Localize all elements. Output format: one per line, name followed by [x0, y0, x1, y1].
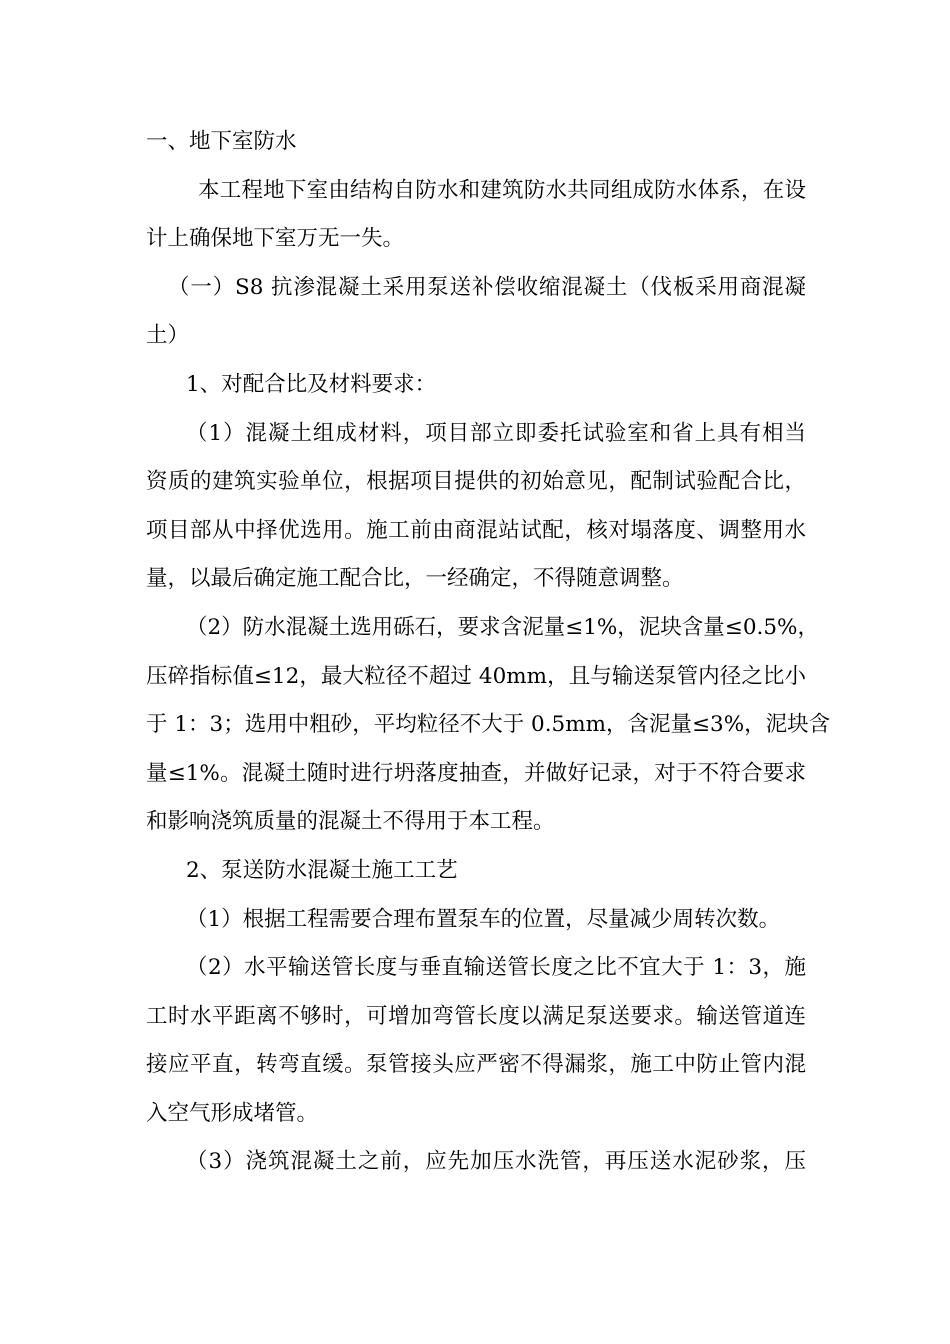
paragraph-line: 计上确保地下室万无一失。	[146, 226, 405, 252]
paragraph-line: 接应平直，转弯直缓。泵管接头应严密不得漏浆，施工中防止管内混	[146, 1052, 806, 1078]
paragraph-line: 工时水平距离不够时，可增加弯管长度以满足泵送要求。输送管道连	[146, 1003, 806, 1029]
paragraph-line: （2）防水混凝土选用砾石，要求含泥量≤1%，泥块含量≤0.5%，	[186, 614, 819, 640]
paragraph-line: 于 1：3；选用中粗砂，平均粒径不大于 0.5mm，含泥量≤3%，泥块含	[146, 712, 831, 738]
paragraph-line: 项目部从中择优选用。施工前由商混站试配，核对塌落度、调整用水	[146, 517, 806, 543]
paragraph-line: 本工程地下室由结构自防水和建筑防水共同组成防水体系，在设	[198, 177, 806, 203]
subsection-heading: （一）S8 抗渗混凝土采用泵送补偿收缩混凝土（伐板采用商混凝	[168, 274, 806, 300]
paragraph-line: 资质的建筑实验单位，根据项目提供的初始意见，配制试验配合比，	[146, 469, 806, 495]
paragraph-line: （3）浇筑混凝土之前，应先加压水洗管，再压送水泥砂浆，压	[186, 1149, 806, 1175]
item-heading: 1、对配合比及材料要求：	[186, 371, 437, 397]
paragraph-line: （1）根据工程需要合理布置泵车的位置，尽量减少周转次数。	[186, 906, 781, 932]
paragraph-line: 入空气形成堵管。	[146, 1100, 319, 1126]
paragraph-line: （1）混凝土组成材料，项目部立即委托试验室和省上具有相当	[186, 420, 806, 446]
item-heading: 2、泵送防水混凝土施工工艺	[186, 857, 458, 883]
document-body	[146, 118, 831, 1187]
paragraph-line: （2）水平输送管长度与垂直输送管长度之比不宜大于 1：3，施	[186, 955, 806, 981]
paragraph-line: 和影响浇筑质量的混凝土不得用于本工程。	[146, 809, 555, 835]
section-heading: 一、地下室防水	[146, 129, 297, 154]
paragraph-line: 量，以最后确定施工配合比，一经确定，不得随意调整。	[146, 566, 684, 592]
paragraph-line: 量≤1%。混凝土随时进行坍落度抽查，并做好记录，对于不符合要求	[146, 760, 806, 786]
subsection-heading-continued: 土）	[146, 323, 190, 349]
paragraph-line: 压碎指标值≤12，最大粒径不超过 40mm，且与输送泵管内径之比小	[146, 663, 806, 689]
